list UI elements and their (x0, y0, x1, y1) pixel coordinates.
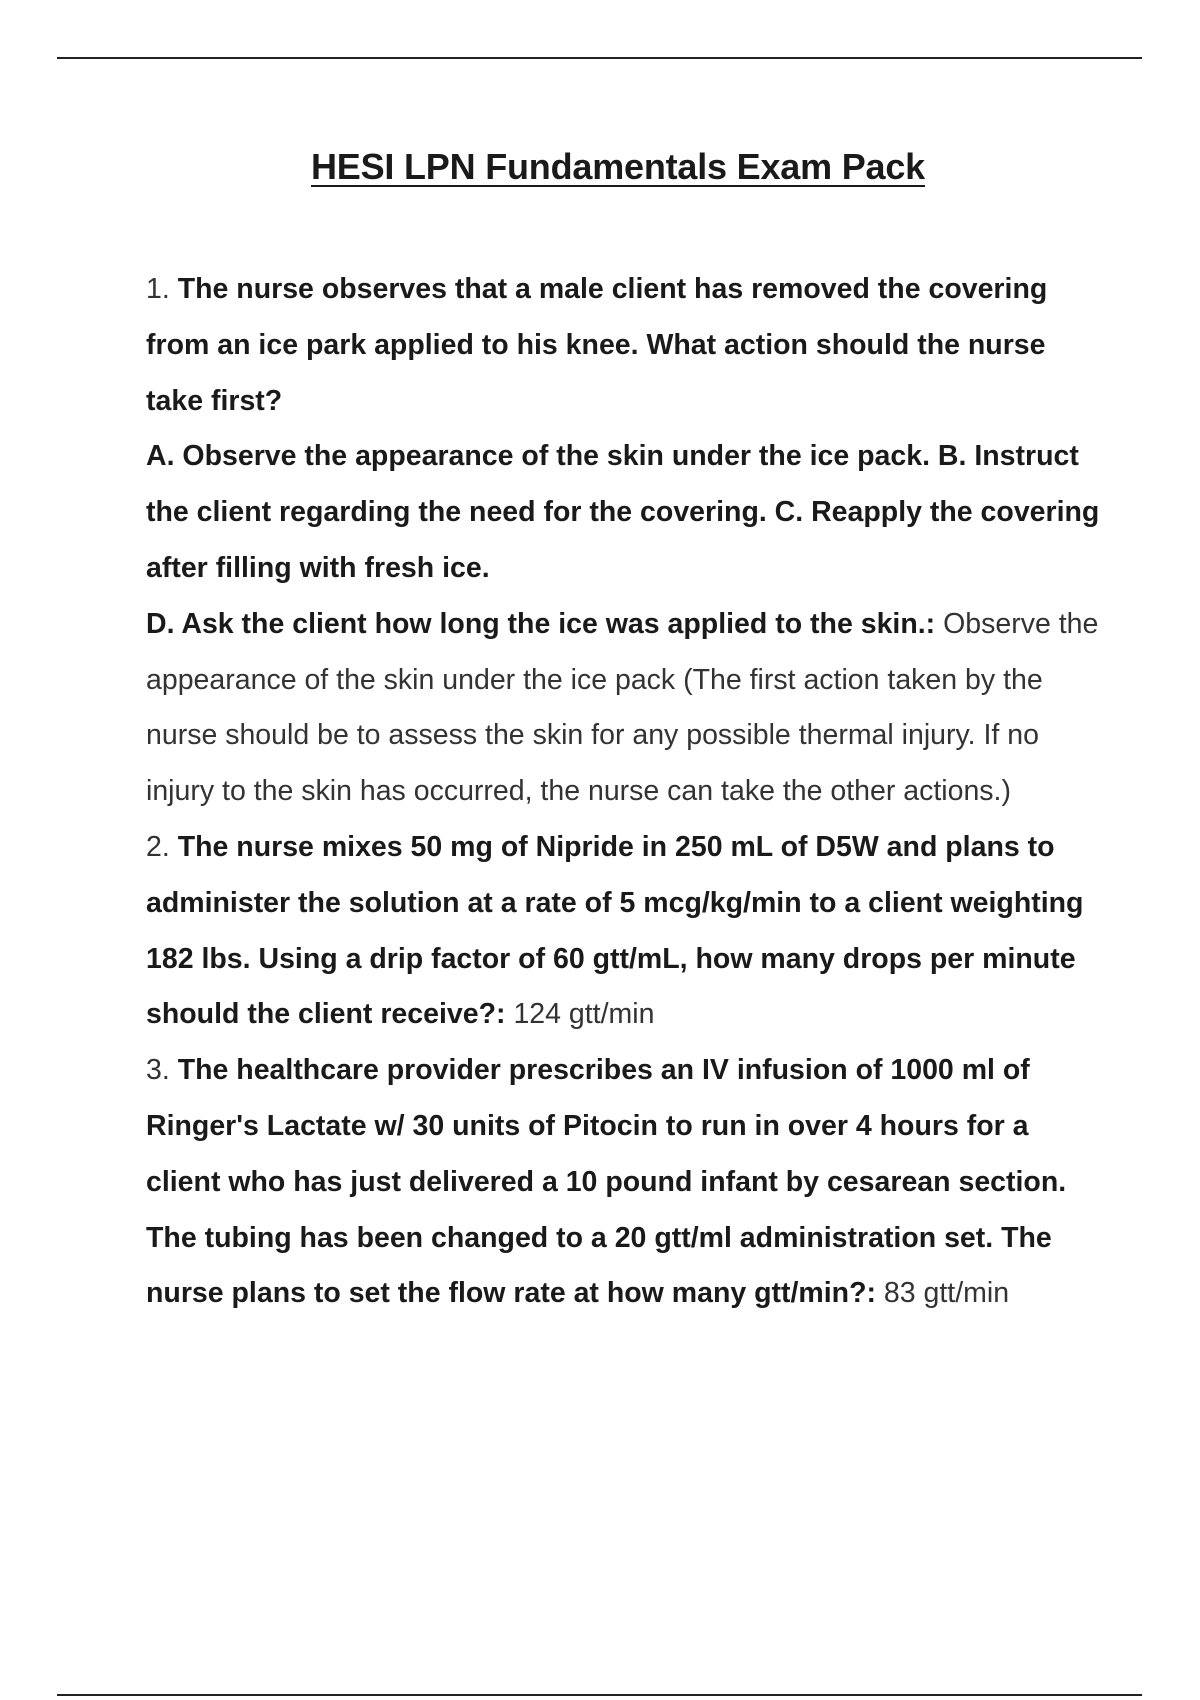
question-option-d: D. Ask the client how long the ice was applied to the skin.: (146, 607, 936, 640)
question-list (146, 262, 1106, 1322)
question-1-options-a-c: A. Observe the appearance of the skin under the ice pack. B. Instruct the client regarding the need for the covering. C. Reapply the covering after filling with fresh ice. (146, 440, 1100, 584)
question-stem: The nurse observes that a male client has removed the covering from an ice park applied to his knee. What action should the nurse take first? (146, 273, 1048, 417)
question-1-stem-paragraph (146, 262, 1106, 429)
question-answer: Observe the appearance of the skin under the ice pack (The first action taken by the nurse should be to assess the skin for any possible thermal injury. If no injury to the skin has occurred, the nurse can take the other actions.) (146, 607, 1099, 808)
question-2 (146, 820, 1106, 1043)
question-number: 3. (146, 1054, 170, 1087)
question-3 (146, 1043, 1106, 1322)
page-title: HESI LPN Fundamentals Exam Pack (310, 146, 925, 187)
bottom-divider (57, 1694, 1142, 1696)
top-divider (57, 57, 1142, 59)
question-2-paragraph (146, 820, 1106, 1043)
question-answer: 124 gtt/min (513, 998, 655, 1031)
question-number: 1. (146, 273, 170, 305)
question-1 (146, 262, 1106, 820)
question-stem: The healthcare provider prescribes an IV infusion of 1000 ml of Ringer's Lactate w/ 30 units of Pitocin to run in over 4 hours for a client who has just delivered a 10 pound infant by cesarean section. The tubing has been changed to a 20 gtt/ml administration set. The nurse plans to set the flow rate at how many gtt/min?: (146, 1054, 1067, 1310)
question-3-paragraph (146, 1043, 1106, 1322)
question-stem: The nurse mixes 50 mg of Nipride in 250 mL of D5W and plans to administer the solution at a rate of 5 mcg/kg/min to a client weighting 182 lbs. Using a drip factor of 60 gtt/mL, how many drops per minute should the client receive?: (146, 830, 1084, 1031)
question-number: 2. (146, 830, 170, 863)
question-1-option-d-and-answer (146, 597, 1106, 820)
question-answer: 83 gtt/min (883, 1277, 1010, 1310)
